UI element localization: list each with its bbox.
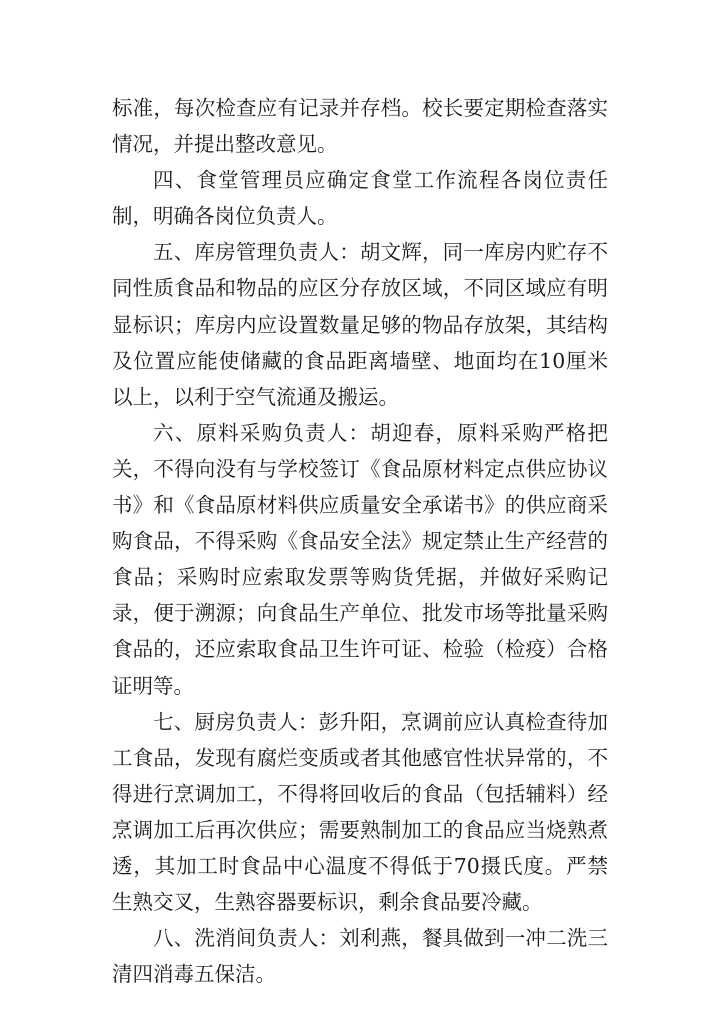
paragraph-continuation: 标准，每次检查应有记录并存档。校长要定期检查落实情况，并提出整改意见。 bbox=[112, 96, 608, 157]
paragraph-dishwashing: 八、洗消间负责人：刘利燕，餐具做到一冲二洗三清四消毒五保洁。 bbox=[112, 926, 608, 987]
document-body bbox=[112, 90, 608, 992]
paragraph-storeroom: 五、库房管理负责人：胡文辉，同一库房内贮存不同性质食品和物品的应区分存放区域，不同区域应有明显标识；库房内应设置数量足够的物品存放架，其结构及位置应能使储藏的食品距离墙壁、地面均在10厘米以上，以利于空气流通及搬运。 bbox=[112, 240, 608, 409]
paragraph-procurement: 六、原料采购负责人：胡迎春，原料采购严格把关，不得向没有与学校签订《食品原材料定点供应协议书》和《食品原材料供应质量安全承诺书》的供应商采购食品，不得采购《食品安全法》规定禁止生产经营的食品；采购时应索取发票等购货凭据，并做好采购记录，便于溯源；向食品生产单位、批发市场等批量采购食品的，还应索取食品卫生许可证、检验（检疫）合格证明等。 bbox=[112, 420, 608, 698]
paragraph-canteen-manager: 四、食堂管理员应确定食堂工作流程各岗位责任制，明确各岗位负责人。 bbox=[112, 168, 608, 229]
paragraph-kitchen: 七、厨房负责人：彭升阳，烹调前应认真检查待加工食品，发现有腐烂变质或者其他感官性状异常的，不得进行烹调加工，不得将回收后的食品（包括辅料）经烹调加工后再次供应；需要熟制加工的食品应当烧熟煮透，其加工时食品中心温度不得低于70摄氏度。严禁生熟交叉，生熟容器要标识，剩余食品要冷藏。 bbox=[112, 709, 608, 915]
